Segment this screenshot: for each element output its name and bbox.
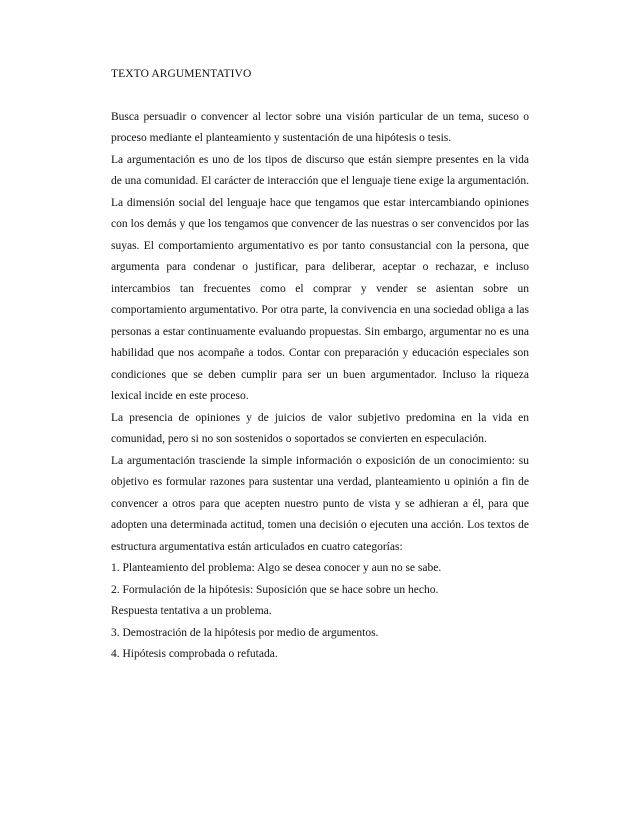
paragraph-categories: La argumentación trasciende la simple información o exposición de un conocimiento: su objetivo es formular razones para sustentar una verdad, planteamiento u opinión a fin de convencer a otros para que acepten nuestro punto de vista y se adhieran a él, para que adopten una determinada actitud, tomen una decisión o ejecuten una acción. Los textos de estructura argumentativa están articulados en cuatro categorías: (111, 454, 529, 553)
paragraph-argumentation: La argumentación es uno de los tipos de discurso que están siempre presentes en la vida de una comunidad. El carácter de interacción que el lenguaje tiene exige la argumentación. La dimensión social del lenguaje hace que tengamos que estar intercambiando opiniones con los demás y que los tengamos que convencer de las nuestras o ser convencidos por las suyas. El comportamiento argumentativo es por tanto consustancial con la persona, que argumenta para condenar o justificar, para deliberar, aceptar o rechazar, e incluso intercambios tan frecuentes como el comprar y vender se asientan sobre un comportamiento argumentativo. Por otra parte, la convivencia en una sociedad obliga a las personas a estar continuamente evaluando propuestas. Sin embargo, argumentar no es una habilidad que nos acompañe a todos. Contar con preparación y educación especiales son condiciones que se deben cumplir para ser un buen argumentador. Incluso la riqueza lexical incide en este proceso. (111, 153, 529, 402)
categories-list (111, 558, 529, 666)
paragraph-opinions: La presencia de opiniones y de juicios de valor subjetivo predomina en la vida en comunidad, pero si no son sostenidos o soportados se convierten en especulación. (111, 411, 529, 445)
document-title: TEXTO ARGUMENTATIVO (111, 68, 252, 80)
list-item: 2. Formulación de la hipótesis: Suposición que se hace sobre un hecho. Respuesta tentativa a un problema. (111, 583, 439, 617)
list-item: 1. Planteamiento del problema: Algo se desea conocer y aun no se sabe. (111, 562, 442, 574)
list-item: 4. Hipótesis comprobada o refutada. (111, 648, 278, 660)
document-body (111, 64, 529, 666)
list-item: 3. Demostración de la hipótesis por medio de argumentos. (111, 626, 379, 639)
paragraph-intro: Busca persuadir o convencer al lector sobre una visión particular de un tema, suceso o proceso mediante el planteamiento y sustentación de una hipótesis o tesis. (111, 110, 529, 144)
